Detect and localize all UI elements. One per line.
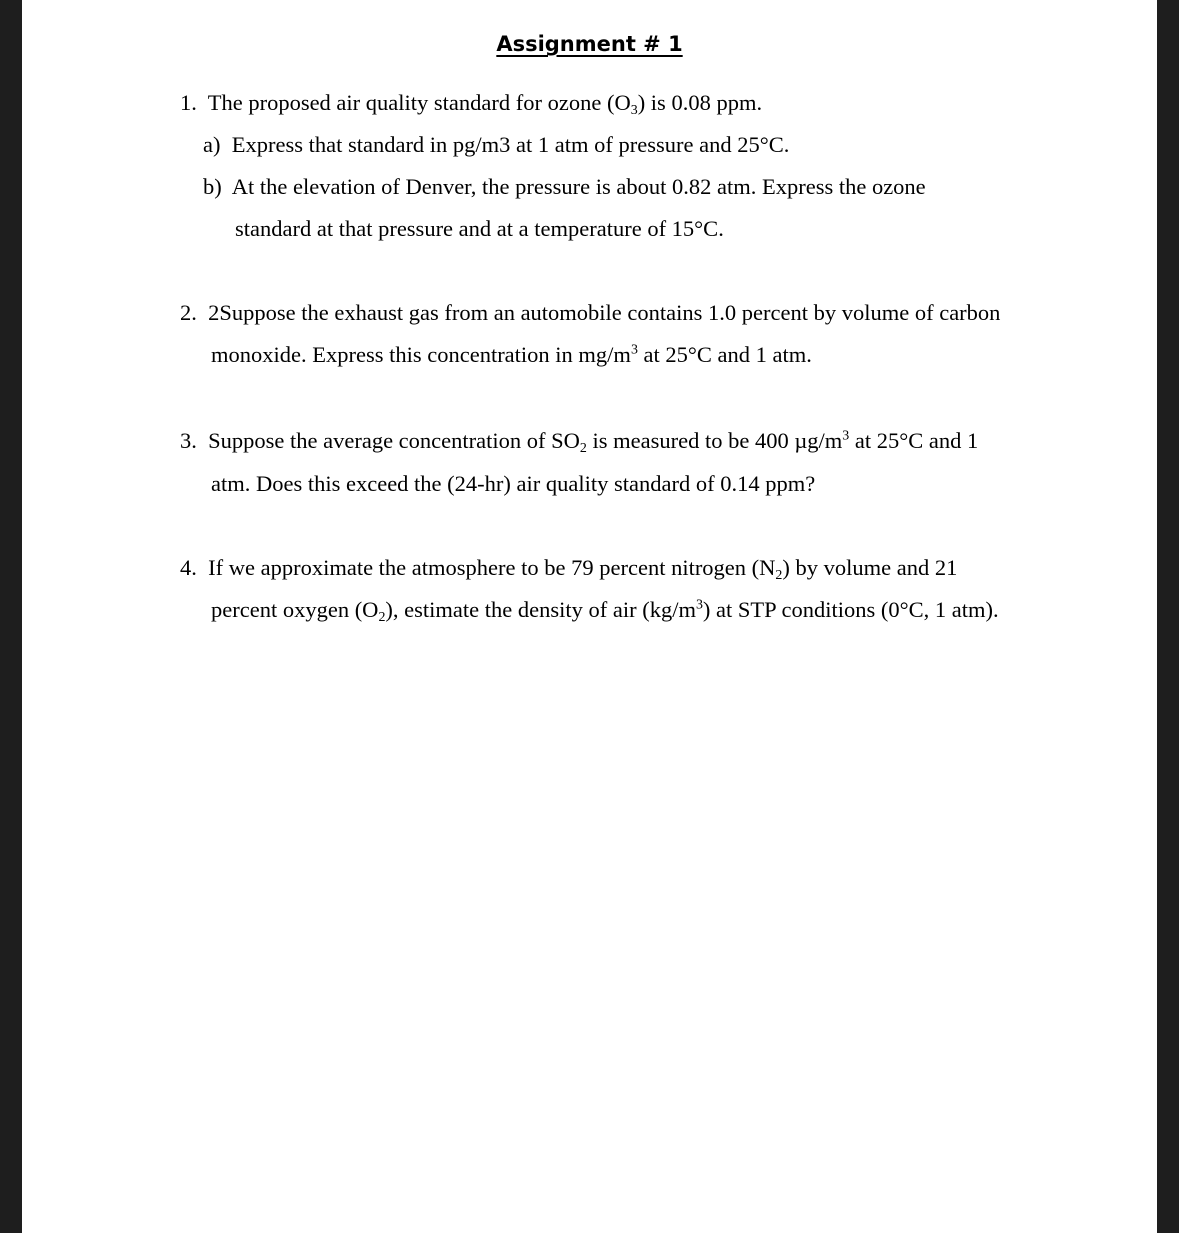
text-segment: ), estimate the density of air (kg/m [385,597,696,622]
text-segment: If we approximate the atmosphere to be 79 percent nitrogen (N [208,555,776,580]
assignment-title [22,32,1157,56]
question-1 [180,88,762,118]
subpart-label: b) [203,174,222,199]
question-number: 2. [180,300,197,325]
question-4 [180,553,957,583]
assignment-title-text: Assignment # 1 [496,32,683,56]
subpart-text: standard at that pressure and at a temperature of 15°C. [235,216,724,241]
subscript: 3 [630,102,638,118]
question-text [208,555,958,583]
text-segment: is measured to be 400 µg/m [586,428,843,453]
question-1b [203,172,926,202]
text-segment: at 25°C and 1 atm. [637,342,812,367]
superscript: 3 [630,342,638,358]
superscript: 3 [842,428,850,444]
subscript: 2 [378,609,386,625]
text-segment: atm. Does this exceed the (24-hr) air quality standard of 0.14 ppm? [211,471,816,496]
question-number: 1. [180,90,197,115]
subscript: 2 [775,567,783,583]
superscript: 3 [695,597,703,613]
subpart-text: At the elevation of Denver, the pressure is about 0.82 atm. Express the ozone [231,174,926,199]
question-number: 3. [180,428,197,453]
text-segment: ) at STP conditions (0°C, 1 atm). [702,597,999,622]
question-1a [203,130,789,160]
question-text: 2Suppose the exhaust gas from an automobile contains 1.0 percent by volume of carbon [208,300,1001,325]
text-segment: percent oxygen (O [211,597,379,622]
question-3 [180,426,978,456]
text-segment: ) by volume and 21 [782,555,958,580]
question-number: 4. [180,555,197,580]
question-2 [180,298,1000,328]
document-page [22,0,1157,1233]
text-segment: Suppose the average concentration of SO [208,428,580,453]
text-segment: at 25°C and 1 [849,428,979,453]
subscript: 2 [579,440,587,456]
question-3-continued [211,469,815,499]
text-segment: The proposed air quality standard for ozone (O [207,90,631,115]
subpart-text: Express that standard in pg/m3 at 1 atm of pressure and 25°C. [231,132,790,157]
question-1b-continued [235,214,724,244]
subpart-label: a) [203,132,221,157]
question-4-continued [211,595,999,625]
text-segment: ) is 0.08 ppm. [637,90,763,115]
text-segment: monoxide. Express this concentration in mg/m [211,342,631,367]
question-text [207,90,763,118]
question-2-continued [211,340,812,370]
question-text [208,428,979,456]
